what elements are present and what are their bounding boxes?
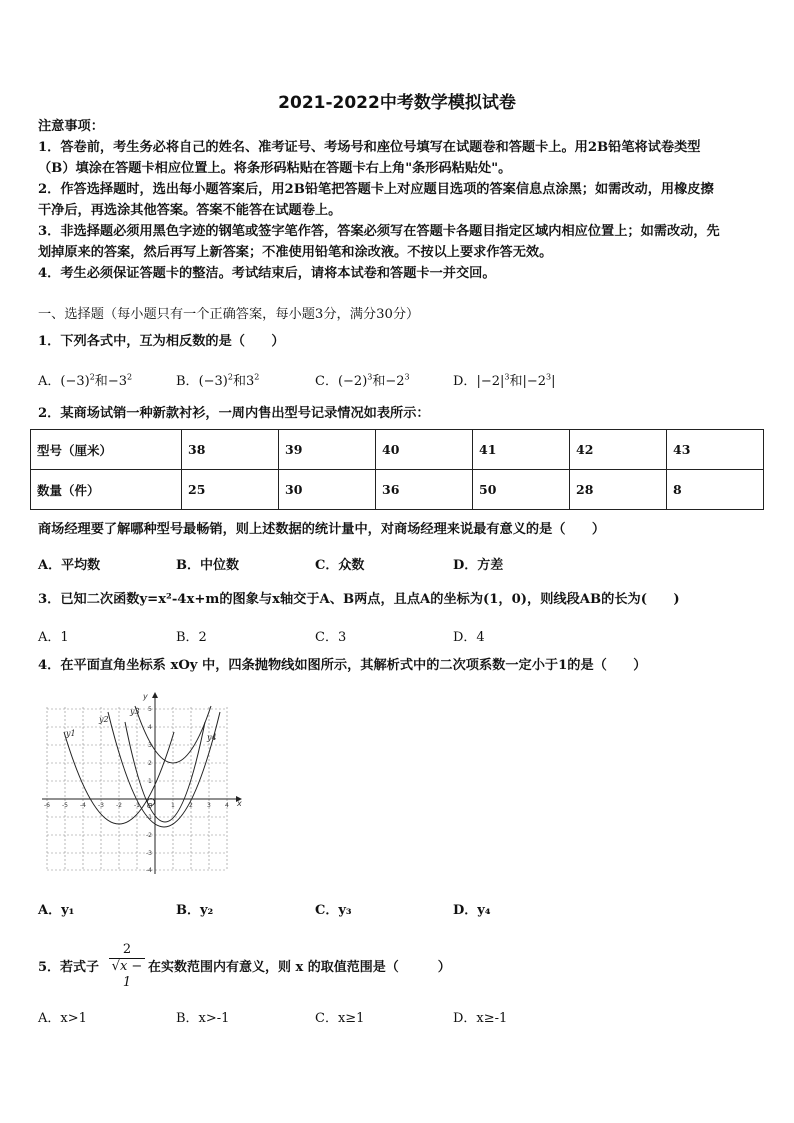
notice-line: 划掉原来的答案，然后再写上新答案；不准使用铅笔和涂改液。不按以上要求作答无效。: [38, 245, 553, 260]
exponent: 2: [126, 372, 133, 382]
size-sales-table: [30, 429, 764, 510]
table-cell: 41: [473, 430, 570, 470]
y-tick: -1: [146, 814, 152, 821]
expr: |−2|: [476, 374, 505, 389]
x-tick: 4: [225, 802, 229, 809]
question-5-stem-after: 在实数范围内有意义，则 x 的取值范围是（ ）: [148, 960, 451, 975]
q5-option-c[interactable]: C．x≥1: [315, 1011, 365, 1026]
q3-option-b[interactable]: B．2: [176, 630, 207, 645]
row-header: 数量（件）: [31, 470, 182, 510]
notice-line: 4．考生必须保证答题卡的整洁。考试结束后，请将本试卷和答题卡一并交回。: [38, 266, 496, 281]
parabolas: [64, 706, 220, 827]
q1-option-d[interactable]: [453, 370, 556, 389]
exponent: 3: [546, 372, 552, 382]
x-tick: -3: [98, 802, 104, 809]
fraction-numerator: 2: [122, 942, 132, 957]
notice-line: 2．作答选择题时，选出每小题答案后，用2B铅笔把答题卡上对应题目选项的答案信息点涂黑；如需改动，用橡皮擦: [38, 182, 714, 197]
x-tick: 2: [189, 802, 193, 809]
table-cell: 30: [279, 470, 376, 510]
table-row: [31, 430, 764, 470]
x-tick: -1: [134, 802, 140, 809]
table-cell: 28: [570, 470, 667, 510]
option-label: D．: [453, 374, 477, 389]
q3-option-a[interactable]: A．1: [38, 630, 69, 645]
y-tick: -2: [146, 832, 152, 839]
y-tick: 5: [148, 706, 152, 713]
curve-labels: [65, 707, 217, 742]
exponent: 3: [367, 372, 373, 382]
fraction-expression: [107, 943, 147, 991]
y-tick: 1: [148, 778, 152, 785]
option-label: A．: [38, 374, 61, 389]
table-cell: 36: [376, 470, 473, 510]
q2-option-d[interactable]: D．方差: [453, 558, 504, 573]
question-2-follow: 商场经理要了解哪种型号最畅销，则上述数据的统计量中，对商场经理来说最有意义的是（ ）: [38, 522, 606, 537]
row-header: 型号（厘米）: [31, 430, 182, 470]
x-tick: 3: [207, 802, 211, 809]
table-cell: 40: [376, 430, 473, 470]
tick-labels: [44, 692, 242, 874]
expr: (−2): [337, 374, 368, 389]
question-5-stem-before: 5．若式子: [38, 960, 100, 975]
expr: |−2: [522, 374, 547, 389]
table-cell: 39: [279, 430, 376, 470]
x-tick: -6: [44, 802, 50, 809]
x-axis-label: x: [237, 799, 242, 808]
q4-option-c[interactable]: C．y₃: [315, 903, 352, 918]
x-tick: 1: [171, 802, 175, 809]
exponent: 2: [89, 372, 95, 382]
table-cell: 43: [667, 430, 764, 470]
origin-label: O: [147, 802, 153, 810]
axes: [42, 698, 236, 874]
parabola-graph: [40, 692, 245, 877]
question-4-stem: 4．在平面直角坐标系 xOy 中，四条抛物线如图所示，其解析式中的二次项系数一定小于1的是（ ）: [38, 658, 647, 673]
question-2-stem: 2．某商场试销一种新款衬衫，一周内售出型号记录情况如表所示：: [38, 406, 430, 421]
curve-label-y1: y1: [66, 729, 76, 738]
y-axis-label: y: [143, 692, 148, 701]
table-row: [31, 470, 764, 510]
q5-option-d[interactable]: D．x≥-1: [453, 1011, 508, 1026]
exponent: 3: [504, 372, 510, 382]
table-cell: 38: [182, 430, 279, 470]
expr: (−3): [198, 374, 228, 389]
q4-option-d[interactable]: D．y₄: [453, 903, 491, 918]
q1-option-c[interactable]: [315, 370, 410, 389]
expr: (−3): [60, 374, 90, 389]
conjunction: 和: [509, 374, 523, 389]
q5-option-b[interactable]: B．x>-1: [176, 1011, 230, 1026]
table-cell: 25: [182, 470, 279, 510]
q3-option-d[interactable]: D．4: [453, 630, 485, 645]
exponent: 2: [227, 372, 233, 382]
notice-line: 3．非选择题必须用黑色字迹的钢笔或签字笔作答，答案必须写在答题卡各题目指定区域内相应位置上；如需改动，先: [38, 224, 720, 239]
section-heading: 一、选择题（每小题只有一个正确答案，每小题3分，满分30分）: [38, 307, 420, 322]
x-tick: -5: [62, 802, 68, 809]
notice-line: 1．答卷前，考生务必将自己的姓名、准考证号、考场号和座位号填写在试题卷和答题卡上。用2B铅笔将试卷类型: [38, 140, 701, 155]
table-cell: 50: [473, 470, 570, 510]
y-tick: 3: [148, 742, 152, 749]
q2-option-c[interactable]: C．众数: [315, 558, 365, 573]
abs-bar: |: [551, 374, 556, 389]
q3-option-c[interactable]: C．3: [315, 630, 347, 645]
expr: −3: [107, 374, 127, 389]
x-tick: -2: [116, 802, 122, 809]
curve-label-y3: y3: [130, 707, 140, 716]
notice-line: 干净后，再选涂其他答案。答案不能答在试题卷上。: [38, 203, 342, 218]
y-axis-arrow: [152, 692, 158, 698]
y-tick: -3: [146, 850, 152, 857]
option-label: B．: [176, 374, 199, 389]
q4-option-a[interactable]: A．y₁: [38, 903, 75, 918]
conjunction: 和: [94, 374, 108, 389]
question-3-stem: 3．已知二次函数y=x²-4x+m的图象与x轴交于A、B两点，且点A的坐标为(1，0)，则线段AB的长为( ): [38, 592, 680, 607]
option-label: C．: [315, 374, 338, 389]
question-1-stem: 1．下列各式中，互为相反数的是（ ）: [38, 334, 285, 349]
table-cell: 42: [570, 430, 667, 470]
y-tick: -4: [146, 867, 152, 874]
y-tick: 4: [148, 724, 152, 731]
curve-label-y4: y4: [207, 733, 217, 742]
parabola-y1: [64, 732, 174, 824]
curve-label-y2: y2: [99, 715, 109, 724]
q2-option-b[interactable]: B．中位数: [176, 558, 239, 573]
x-tick: -4: [80, 802, 86, 809]
notice-line: （B）填涂在答题卡相应位置上。将条形码粘贴在答题卡右上角"条形码粘贴处"。: [38, 161, 512, 176]
fraction-denominator: √x − 1: [111, 959, 143, 990]
q1-option-a[interactable]: [38, 370, 132, 389]
exponent: 3: [404, 372, 410, 382]
page-title: 2021-2022中考数学模拟试卷: [278, 93, 516, 113]
conjunction: 和: [372, 374, 386, 389]
exponent: 2: [254, 372, 260, 382]
q2-option-a[interactable]: A．平均数: [38, 558, 101, 573]
expr: −2: [385, 374, 405, 389]
q4-option-b[interactable]: B．y₂: [176, 903, 214, 918]
y-tick: 2: [148, 760, 152, 767]
expr: 3: [245, 374, 255, 389]
q5-option-a[interactable]: A．x>1: [38, 1011, 87, 1026]
notice-heading: 注意事项：: [38, 119, 104, 134]
q1-option-b[interactable]: [176, 370, 259, 389]
table-cell: 8: [667, 470, 764, 510]
conjunction: 和: [232, 374, 246, 389]
